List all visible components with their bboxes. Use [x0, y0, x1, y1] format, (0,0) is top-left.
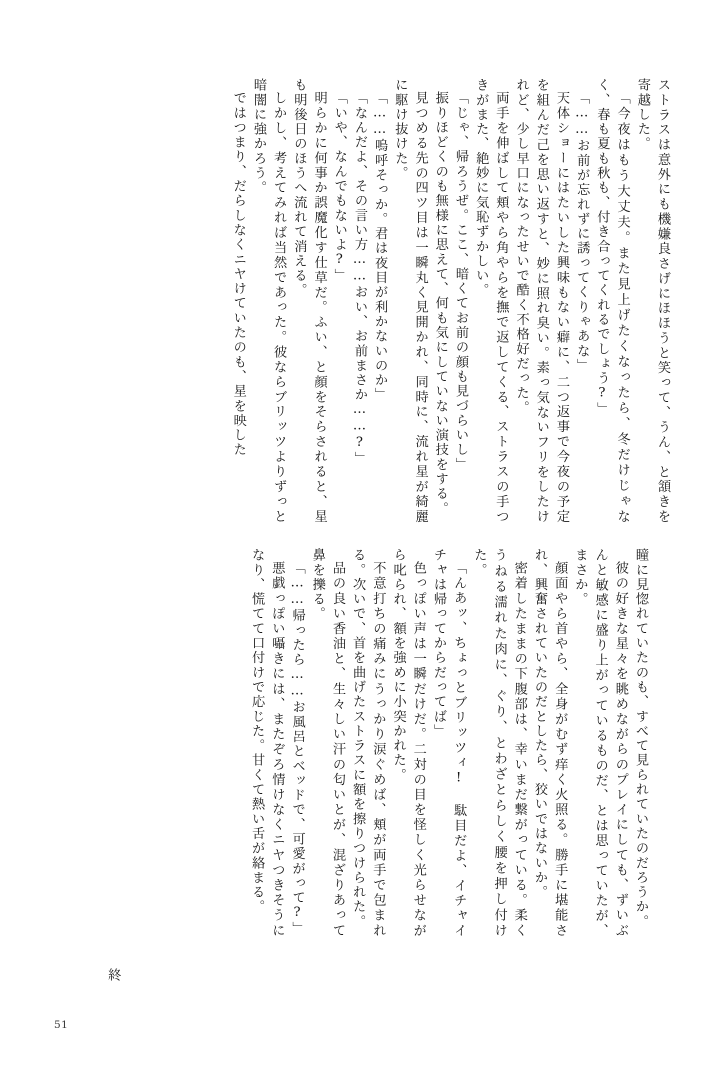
paragraph: 両手を伸ばして頬やら角やらを撫で返してくる、ストラスの手つきがまた、絶妙に気恥ずかしい。 [473, 78, 509, 524]
paragraph: 明らかに何事か誤魔化す仕草だ。ふい、と顔をそらされると、星も明後日のほうへ流れて消える。 [291, 78, 327, 524]
paragraph: 密着したままの下腹部は、幸いまだ繋がっている。柔くうねる濡れた肉に、ぐり、とわざとらしく腰を押し付けた。 [471, 548, 527, 938]
paragraph: 悪戯っぽい囁きには、またぞろ情けなくニヤつきそうになり、慌てて口付けで応じた。甘くて熱い舌が絡まる。 [249, 548, 285, 938]
paragraph: 振りほどくのも無様に思えて、何も気にしていない演技をする。 [432, 91, 448, 517]
paragraph: 見つめる先の四ツ目は一瞬丸く見開かれ、同時に、流れ星が綺麗に駆け抜けた。 [392, 78, 428, 524]
paragraph: 瞳に見惚れていたのも、すべて見られていたのだろうか。 [633, 548, 648, 929]
paragraph: 「いや、なんでもないよ?」 [331, 91, 347, 284]
page-number: 51 [54, 1019, 69, 1031]
paragraph: 「……お前が忘れずに誘ってくりゃあな」 [574, 91, 590, 374]
paragraph: 彼の好きな星々を眺めながらのプレイにしても、ずいぶんと敏感に盛り上がっているものだ、とは思っていたが、まさか。 [572, 548, 628, 938]
paragraph: 「……帰ったら……お風呂とベッドで、可愛がって?」 [289, 561, 305, 937]
vertical-text-block-upper [132, 78, 672, 524]
paragraph: 「んあッ、ちょっとブリッツィ! 駄目だよ、イチャイチャは帰ってからだってば」 [430, 548, 467, 938]
paragraph: ではつまり、だらしなくニヤけていたのも、星を映した [230, 91, 246, 458]
paragraph: 不意打ちの痛みにうっかり涙ぐめば、頬が両手で包まれる。次いで、首を曲げたストラスに額を擦りつけられた。 [350, 548, 386, 938]
paragraph: 「なんだよ、その言い方……おい、お前まさか……?」 [351, 91, 367, 467]
paragraph: 顔面やら首やら、全身がむず痒く火照る。勝手に堪能され、興奮されていたのだとしたら、狡いではないか。 [531, 548, 568, 938]
paragraph: 色っぽい声は一瞬だけだ。二対の目を怪しく光らせながら叱られ、額を強めに小突かれた。 [390, 548, 426, 938]
paragraph: 品の良い香油と、生々しい汗の匂いとが、混ざりあって鼻を擽る。 [309, 548, 345, 938]
paragraph: 「じゃ、帰ろうぜ。ここ、暗くてお前の顔も見づらいし」 [452, 91, 468, 473]
vertical-text-block-lower [220, 548, 650, 938]
end-mark: 終 [105, 968, 121, 982]
paragraph: しかし、考えてみれば当然であった。彼ならブリッツよりずっと暗闇に強かろう。 [250, 78, 287, 524]
paragraph: ストラスは意外にも機嫌良さげにほほうと笑って、うん、と頷きを寄越した。 [634, 78, 670, 524]
paragraph: 「……嗚呼そっか。君は夜目が利かないのか」 [372, 91, 388, 403]
paragraph: 天体ショーにはたいした興味もない癖に、二つ返事で今夜の予定を組んだ己を思い返すと、妙に照れ臭い。素っ気ないフリをしたけれど、少し早口になったせいで酷く不格好だった。 [513, 78, 569, 524]
paragraph: 「今夜はもう大丈夫。また見上げたくなったら、冬だけじゃなく、春も夏も秋も、付き合ってくれるでしょう?」 [594, 78, 630, 524]
